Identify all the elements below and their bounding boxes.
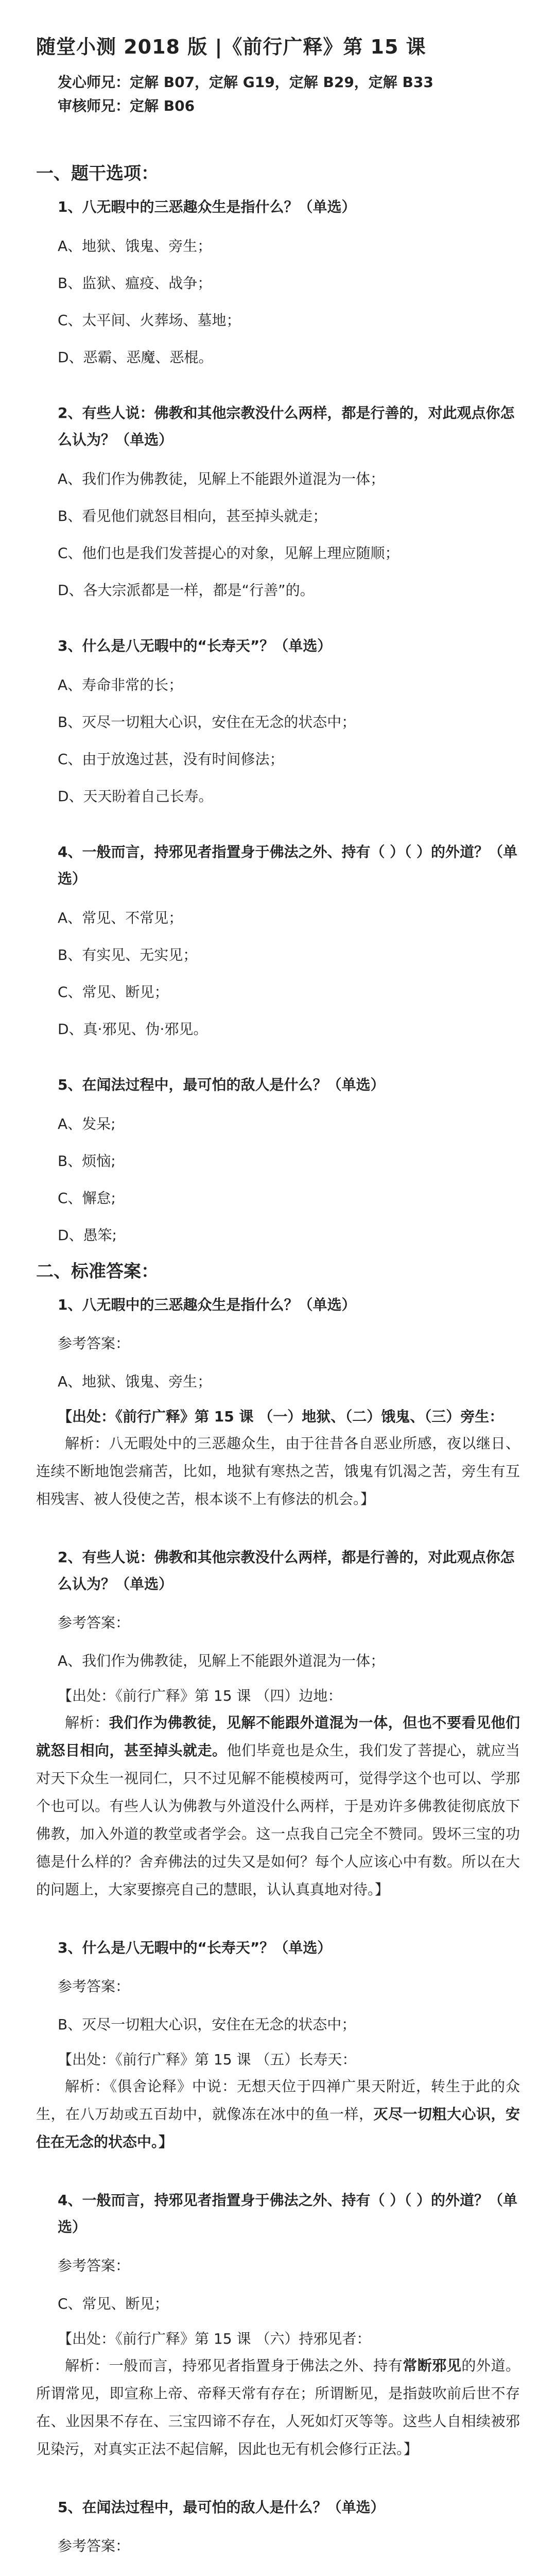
explanation-text: 他们毕竟也是众生，我们发了菩提心，就应当对天下众生一视同仁，只不过见解不能模棱两可，觉得学这个也可以、学那个也可以。有些人认为佛教与外道没什么两样，于是劝许多佛教徒彻底放下佛教，加入外道的教堂或者学会。这一点我自己完全不赞同。毁坏三宝的功德是什么样的？舍弃佛法的过失又是如何？每个人应该心中有数。所以在大的问题上，大家要擦亮自己的慧眼，认认真真地对待。】 bbox=[36, 1742, 520, 1898]
answer-block bbox=[36, 2494, 520, 2576]
answer-source: 【出处：《前行广释》第 15 课 （一）地狱、（二）饿鬼、（三）旁生： bbox=[58, 1408, 504, 1425]
option: C、太平间、火葬场、墓地； bbox=[58, 312, 241, 329]
reference-answer: A、我们作为佛教徒，见解上不能跟外道混为一体； bbox=[58, 1652, 385, 1669]
option: C、懈怠; bbox=[58, 1190, 116, 1207]
question-block bbox=[36, 633, 520, 808]
explanation-emphasis: 我们作为佛教徒，见解不能跟外道混为一体，但也不要看见他们就怒目相向，甚至掉头就走。 bbox=[36, 1714, 520, 1759]
answer-explanation bbox=[36, 1709, 520, 1904]
reference-answer: B、灭尽一切粗大心识，安住在无念的状态中； bbox=[58, 2016, 356, 2033]
option: A、发呆; bbox=[58, 1115, 116, 1132]
reference-label: 参考答案： bbox=[58, 1614, 130, 1631]
question-block bbox=[36, 400, 520, 602]
option: C、他们也是我们发菩提心的对象，见解上理应随顺； bbox=[58, 545, 399, 562]
explanation-emphasis: 常断邪见 bbox=[403, 2357, 462, 2374]
question-title: 3、什么是八无暇中的“长寿天”？（单选） bbox=[58, 637, 332, 654]
option: A、寿命非常的长； bbox=[58, 676, 183, 693]
option: A、我们作为佛教徒，见解上不能跟外道混为一体； bbox=[58, 470, 385, 487]
reference-answer bbox=[58, 2571, 520, 2576]
question-title: 2、有些人说：佛教和其他宗教没什么两样，都是行善的，对此观点你怎么认为？（单选） bbox=[58, 404, 515, 448]
option: D、各大宗派都是一样，都是“行善”的。 bbox=[58, 582, 315, 599]
reference-answer: A、地狱、饿鬼、旁生； bbox=[58, 1373, 212, 1390]
question-title: 3、什么是八无暇中的“长寿天”？（单选） bbox=[58, 1939, 332, 1956]
option: D、天天盼着自己长寿。 bbox=[58, 788, 213, 805]
question-title: 4、一般而言，持邪见者指置身于佛法之外、持有（ ）（ ）的外道？（单选） bbox=[58, 2192, 517, 2235]
option: A、地狱、饿鬼、旁生； bbox=[58, 238, 212, 255]
question-title: 5、在闻法过程中，最可怕的敌人是什么？（单选） bbox=[58, 1076, 385, 1093]
explanation-text: 解析：《俱舍论释》中说：无想天位于四禅广果天附近，转生于此的众生，在八万劫或五百劫中，就像冻在冰中的鱼一样， bbox=[36, 2078, 520, 2123]
option: B、灭尽一切粗大心识，安住在无念的状态中； bbox=[58, 714, 356, 731]
answer-source: 【出处：《前行广释》第 15 课 （四）边地： bbox=[58, 1687, 342, 1704]
answer-source: 【出处：《前行广释》第 15 课 （五）长寿天： bbox=[58, 2051, 357, 2068]
reference-label: 参考答案： bbox=[58, 2257, 130, 2274]
answer-source: 【出处：《前行广释》第 15 课 （六）持邪见者： bbox=[58, 2330, 371, 2347]
explanation-text: 解析：一般而言，持邪见者指置身于佛法之外、持有 bbox=[65, 2357, 403, 2374]
question-title: 2、有些人说：佛教和其他宗教没什么两样，都是行善的，对此观点你怎么认为？（单选） bbox=[58, 1549, 515, 1592]
question-title: 5、在闻法过程中，最可怕的敌人是什么？（单选） bbox=[58, 2499, 385, 2516]
reference-label: 参考答案： bbox=[58, 1335, 130, 1352]
section-heading-answers: 二、标准答案： bbox=[36, 1261, 159, 1282]
answer-explanation: 解析：八无暇处中的三恶趣众生，由于往昔各自恶业所感，夜以继日、连续不断地饱尝痛苦，比如，地狱有寒热之苦，饿鬼有饥渴之苦，旁生有互相残害、被人役使之苦，根本谈不上有修法的机会。】 bbox=[36, 1435, 520, 1507]
question-block bbox=[36, 194, 520, 369]
question-title: 1、八无暇中的三恶趣众生是指什么？（单选） bbox=[58, 1296, 356, 1313]
section-heading-questions: 一、题干选项： bbox=[36, 163, 159, 184]
option: B、看见他们就怒目相向，甚至掉头就走； bbox=[58, 507, 327, 524]
option: B、烦恼; bbox=[58, 1153, 116, 1170]
reference-answer: C、常见、断见； bbox=[58, 2295, 169, 2312]
answer-explanation bbox=[36, 2073, 520, 2156]
question-block bbox=[36, 1072, 520, 1247]
option: B、有实见、无实见； bbox=[58, 946, 198, 963]
answer-block bbox=[36, 1544, 520, 1904]
question-title: 1、八无暇中的三恶趣众生是指什么？（单选） bbox=[58, 198, 356, 215]
explanation-text-2: 的外道。所谓常见，即宣称上帝、帝释天常有存在；所谓断见，是指鼓吹前后世不存在、业因果不存在、三宝四谛不存在，人死如灯灭等等。这些人自相续被邪见染污，对真实正法不起信解，因此也无有机会修行正法。】 bbox=[36, 2357, 520, 2458]
option: D、恶霸、恶魔、恶棍。 bbox=[58, 349, 213, 366]
reference-label: 参考答案： bbox=[58, 2537, 130, 2554]
answer-block bbox=[36, 1935, 520, 2156]
teachers-line-1: 发心师兄：定解 B07，定解 G19，定解 B29，定解 B33 bbox=[58, 74, 433, 91]
question-block bbox=[36, 839, 520, 1041]
option: B、监狱、瘟疫、战争； bbox=[58, 275, 212, 292]
option: D、真·邪见、伪·邪见。 bbox=[58, 1021, 208, 1038]
explanation-label: 解析： bbox=[65, 1714, 109, 1731]
option: A、常见、不常见； bbox=[58, 909, 183, 926]
option: C、由于放逸过甚，没有时间修法； bbox=[58, 751, 284, 768]
reference-label: 参考答案： bbox=[58, 1978, 130, 1995]
answer-explanation bbox=[36, 2352, 520, 2463]
question-title: 4、一般而言，持邪见者指置身于佛法之外、持有（ ）（ ）的外道？（单选） bbox=[58, 843, 517, 887]
explanation-emphasis: 灭尽一切粗大心识，安住在无念的状态中。】 bbox=[36, 2106, 520, 2150]
page-title: 随堂小测 2018 版 |《前行广释》第 15 课 bbox=[36, 36, 426, 58]
answer-block bbox=[36, 2187, 520, 2463]
teachers-line-2: 审核师兄：定解 B06 bbox=[58, 97, 195, 114]
option: D、愚笨; bbox=[58, 1227, 117, 1244]
answer-block bbox=[36, 1292, 520, 1513]
option: C、常见、断见； bbox=[58, 984, 169, 1001]
